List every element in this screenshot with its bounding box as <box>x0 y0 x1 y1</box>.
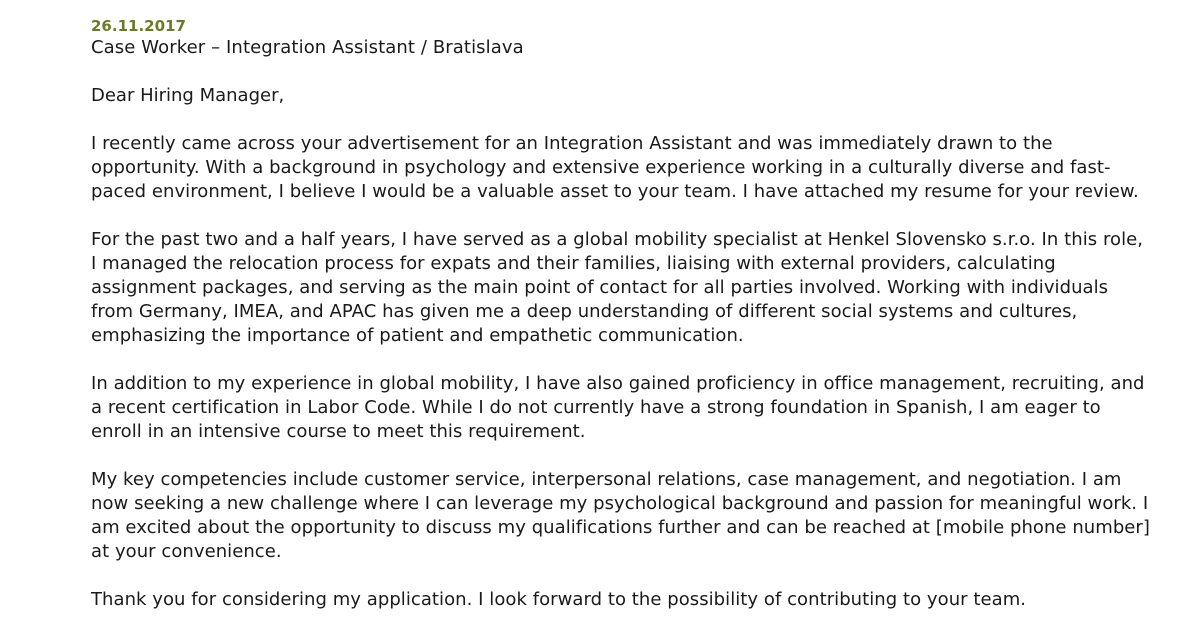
letter-salutation: Dear Hiring Manager, <box>91 85 285 106</box>
letter-date: 26.11.2017 <box>91 17 186 35</box>
letter-paragraph-4: My key competencies include customer service, interpersonal relations, case management, and negotiation. I am now seeking a new challenge where I can leverage my psychological background and passion for meaningful work. I am excited about the opportunity to discuss my qualifications further and can be reached at [mobile phone number] at your convenience. <box>91 469 1150 562</box>
letter-paragraph-1: I recently came across your advertisement for an Integration Assistant and was immediately drawn to the opportunity. With a background in psychology and extensive experience working in a culturally diverse and fast-paced environment, I believe I would be a valuable asset to your team. I have attached my resume for your review. <box>91 133 1139 202</box>
letter-subject: Case Worker – Integration Assistant / Bratislava <box>91 37 524 58</box>
letter-paragraph-5: Thank you for considering my application. I look forward to the possibility of contributing to your team. <box>91 589 1027 610</box>
letter-paragraph-3: In addition to my experience in global mobility, I have also gained proficiency in office management, recruiting, and a recent certification in Labor Code. While I do not currently have a strong foundation in Spanish, I am eager to enroll in an intensive course to meet this requirement. <box>91 373 1145 442</box>
letter-paragraph-2: For the past two and a half years, I have served as a global mobility specialist at Henkel Slovensko s.r.o. In this role, I managed the relocation process for expats and their families, liaising with external providers, calculating assignment packages, and serving as the main point of contact for all parties involved. Working with individuals from Germany, IMEA, and APAC has given me a deep understanding of different social systems and cultures, emphasizing the importance of patient and empathetic communication. <box>91 229 1144 346</box>
